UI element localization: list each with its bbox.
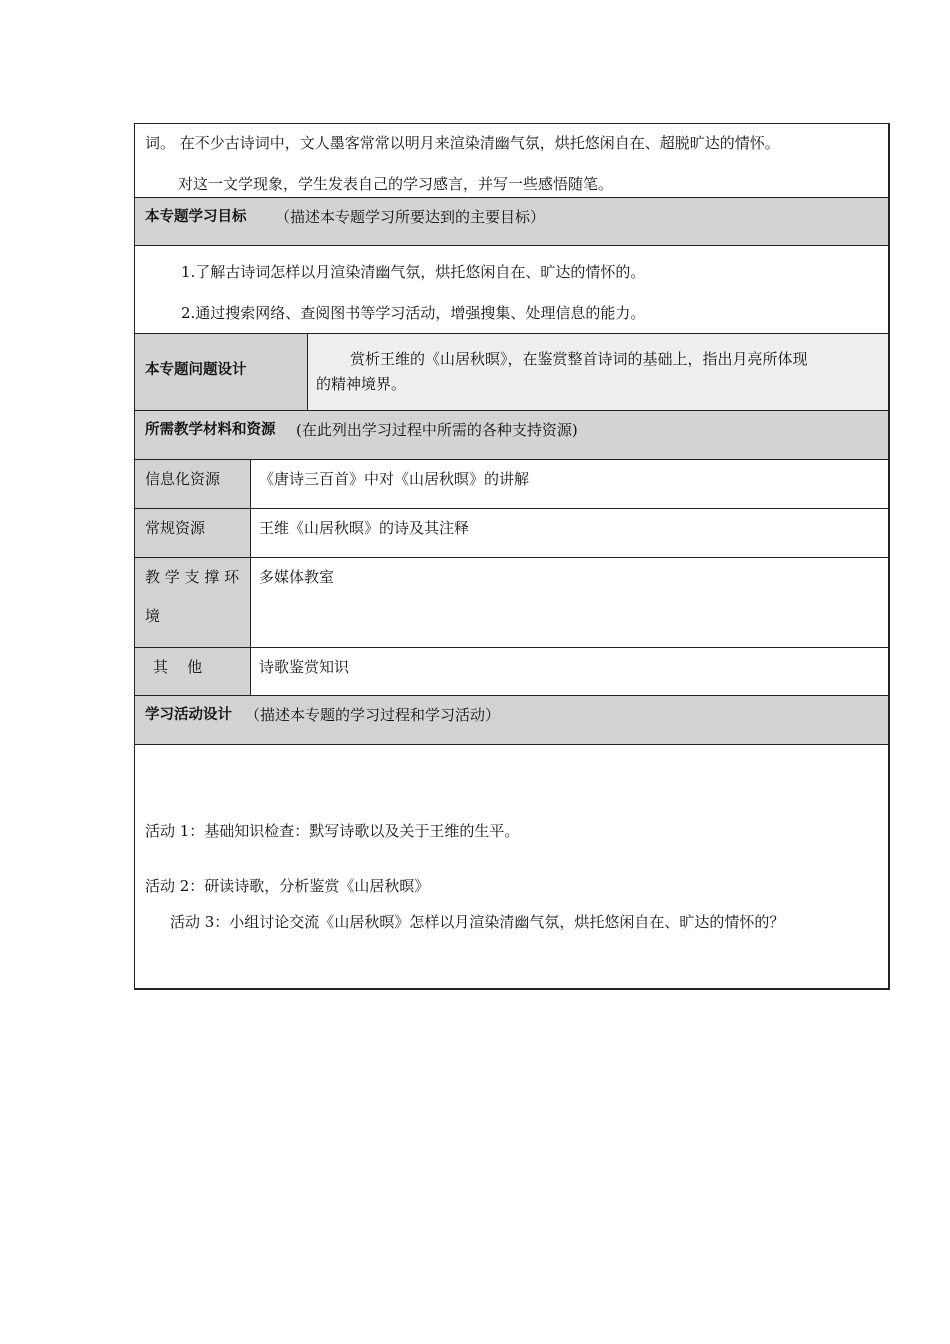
intro-line-1: 词。 在不少古诗词中，文人墨客常常以明月来渲染清幽气氛，烘托悠闲自在、超脱旷达的情怀。 bbox=[145, 134, 780, 152]
lesson-plan-table bbox=[134, 123, 890, 990]
activities-heading: 学习活动设计 bbox=[145, 707, 232, 723]
goal-item-2: 2.通过搜索网络、查阅图书等学习活动，增强搜集、处理信息的能力。 bbox=[181, 304, 646, 322]
activities-body bbox=[135, 745, 888, 988]
question-label-cell bbox=[135, 334, 308, 410]
intro-line-2: 对这一文学现象，学生发表自己的学习感言，并写一些感悟随笔。 bbox=[178, 175, 614, 193]
resource-row-regular bbox=[135, 509, 888, 558]
question-row bbox=[135, 334, 888, 411]
resource-label: 其 他 bbox=[153, 658, 203, 676]
resource-label-line-1: 教 学 支 撑 环 bbox=[145, 568, 240, 586]
question-heading: 本专题问题设计 bbox=[145, 362, 247, 378]
resource-value: 诗歌鉴赏知识 bbox=[259, 658, 350, 676]
resource-label: 信息化资源 bbox=[145, 470, 221, 488]
activity-item-2: 活动 2：研读诗歌，分析鉴赏《山居秋暝》 bbox=[145, 877, 430, 895]
resource-label-line-2: 境 bbox=[145, 607, 161, 625]
resource-row-digital bbox=[135, 460, 888, 509]
activities-header bbox=[135, 696, 888, 745]
goals-heading: 本专题学习目标 bbox=[145, 209, 247, 225]
resource-value: 多媒体教室 bbox=[259, 568, 335, 586]
question-line-1: 赏析王维的《山居秋暝》，在鉴赏整首诗词的基础上，指出月亮所体现 bbox=[350, 350, 808, 368]
goals-header bbox=[135, 198, 888, 246]
resource-value: 王维《山居秋暝》的诗及其注释 bbox=[259, 519, 470, 537]
resources-header bbox=[135, 411, 888, 460]
goals-note: （描述本专题学习所要达到的主要目标） bbox=[275, 208, 546, 226]
question-content-cell bbox=[308, 334, 888, 410]
resources-heading: 所需教学材料和资源 bbox=[145, 422, 276, 438]
question-line-2: 的精神境界。 bbox=[316, 375, 407, 393]
resource-row-other bbox=[135, 648, 888, 696]
resources-note: (在此列出学习过程中所需的各种支持资源) bbox=[296, 421, 578, 439]
goals-body bbox=[135, 246, 888, 334]
activity-item-3: 活动 3：小组讨论交流《山居秋暝》怎样以月渲染清幽气氛，烘托悠闲自在、旷达的情怀的？ bbox=[170, 913, 785, 931]
activity-item-1: 活动 1：基础知识检查：默写诗歌以及关于王维的生平。 bbox=[145, 822, 520, 840]
resource-value: 《唐诗三百首》中对《山居秋暝》的讲解 bbox=[259, 470, 530, 488]
resource-label: 常规资源 bbox=[145, 519, 206, 537]
goal-item-1: 1.了解古诗词怎样以月渲染清幽气氛，烘托悠闲自在、旷达的情怀的。 bbox=[181, 263, 646, 281]
intro-row bbox=[135, 124, 888, 198]
activities-note: （描述本专题的学习过程和学习活动） bbox=[245, 706, 501, 724]
resource-row-environment bbox=[135, 558, 888, 648]
